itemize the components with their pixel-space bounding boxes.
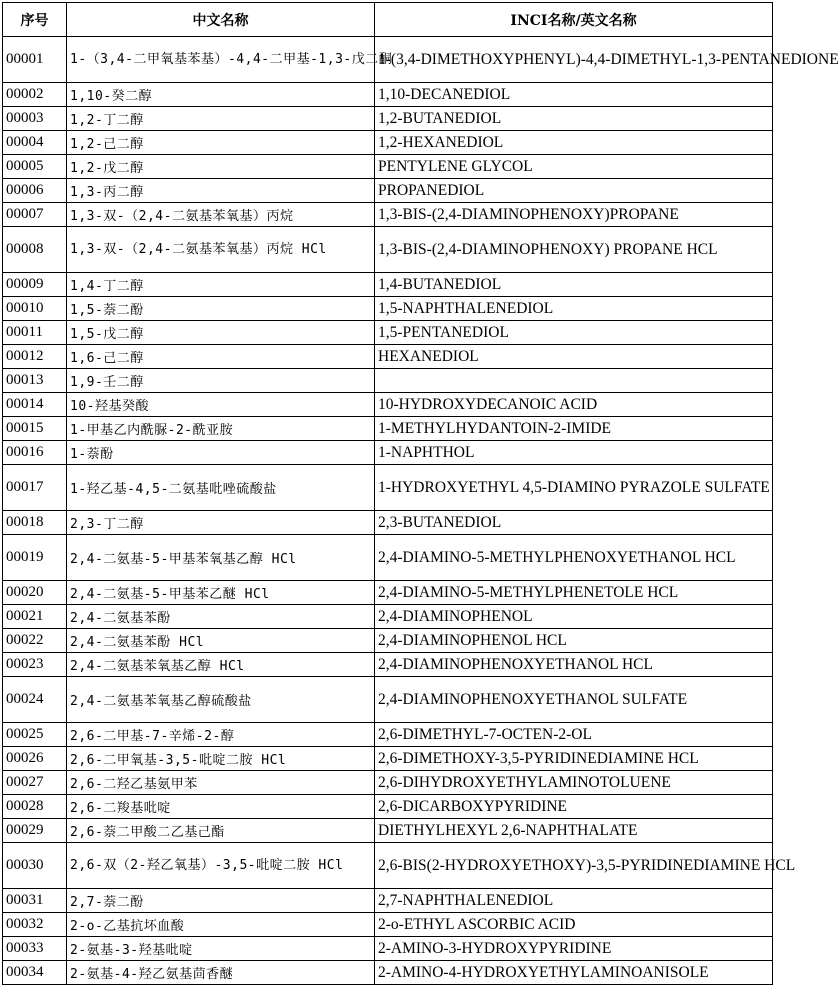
table-row	[3, 155, 773, 179]
inci-name-cell: DIETHYLHEXYL 2,6-NAPHTHALATE	[375, 819, 773, 843]
seq-cell: 00029	[3, 819, 67, 843]
table-row	[3, 843, 773, 889]
chinese-name-cell: 2,4-二氨基苯酚	[67, 605, 375, 629]
inci-name-cell: 2-AMINO-4-HYDROXYETHYLAMINOANISOLE	[375, 961, 773, 985]
chinese-name-cell: 10-羟基癸酸	[67, 393, 375, 417]
inci-name-cell: HEXANEDIOL	[375, 345, 773, 369]
seq-cell: 00007	[3, 203, 67, 227]
seq-cell: 00032	[3, 913, 67, 937]
seq-cell: 00011	[3, 321, 67, 345]
seq-cell: 00010	[3, 297, 67, 321]
inci-name-cell: 10-HYDROXYDECANOIC ACID	[375, 393, 773, 417]
inci-name-cell: 1-METHYLHYDANTOIN-2-IMIDE	[375, 417, 773, 441]
inci-name-cell: 2,7-NAPHTHALENEDIOL	[375, 889, 773, 913]
inci-name-cell: 1,2-BUTANEDIOL	[375, 107, 773, 131]
table-body	[3, 37, 839, 985]
seq-cell: 00027	[3, 771, 67, 795]
seq-cell: 00012	[3, 345, 67, 369]
chinese-name-cell: 2,4-二氨基-5-甲基苯乙醚 HCl	[67, 581, 375, 605]
seq-cell: 00019	[3, 535, 67, 581]
chinese-name-cell: 2,4-二氨基苯氧基乙醇 HCl	[67, 653, 375, 677]
table-row	[3, 535, 773, 581]
chinese-name-cell: 2,4-二氨基-5-甲基苯氧基乙醇 HCl	[67, 535, 375, 581]
table-row	[3, 417, 773, 441]
chinese-name-cell: 2,4-二氨基苯氧基乙醇硫酸盐	[67, 677, 375, 723]
seq-cell: 00025	[3, 723, 67, 747]
table-row	[3, 961, 773, 985]
seq-cell: 00013	[3, 369, 67, 393]
inci-name-cell	[375, 369, 773, 393]
table-row	[3, 107, 773, 131]
seq-cell: 00001	[3, 37, 67, 83]
chinese-name-cell: 1-（3,4-二甲氧基苯基）-4,4-二甲基-1,3-戊二酮	[67, 37, 375, 83]
chinese-name-cell: 1,10-癸二醇	[67, 83, 375, 107]
chinese-name-cell: 2,6-二甲基-7-辛烯-2-醇	[67, 723, 375, 747]
seq-cell: 00015	[3, 417, 67, 441]
seq-cell: 00030	[3, 843, 67, 889]
table-row	[3, 393, 773, 417]
table-row	[3, 605, 773, 629]
seq-cell: 00006	[3, 179, 67, 203]
chinese-name-cell: 2,3-丁二醇	[67, 511, 375, 535]
header-row	[3, 3, 773, 37]
chinese-name-cell: 1-羟乙基-4,5-二氨基吡唑硫酸盐	[67, 465, 375, 511]
inci-name-cell: 2,6-DICARBOXYPYRIDINE	[375, 795, 773, 819]
chinese-name-cell: 2,7-萘二酚	[67, 889, 375, 913]
inci-name-cell: 1,4-BUTANEDIOL	[375, 273, 773, 297]
inci-name-cell: 2,4-DIAMINOPHENOXYETHANOL SULFATE	[375, 677, 773, 723]
chinese-name-cell: 2,6-二羟乙基氨甲苯	[67, 771, 375, 795]
inci-name-cell: 2-AMINO-3-HYDROXYPYRIDINE	[375, 937, 773, 961]
chinese-name-cell: 1,9-壬二醇	[67, 369, 375, 393]
table-row	[3, 653, 773, 677]
seq-cell: 00028	[3, 795, 67, 819]
chinese-name-cell: 1,3-双-（2,4-二氨基苯氧基）丙烷 HCl	[67, 227, 375, 273]
inci-name-cell: 2-o-ETHYL ASCORBIC ACID	[375, 913, 773, 937]
inci-name-cell: 1,3-BIS-(2,4-DIAMINOPHENOXY)PROPANE	[375, 203, 773, 227]
seq-cell: 00022	[3, 629, 67, 653]
table-row	[3, 889, 773, 913]
inci-name-cell: 1,10-DECANEDIOL	[375, 83, 773, 107]
table-row	[3, 581, 773, 605]
table-row	[3, 795, 773, 819]
chinese-name-cell: 1-萘酚	[67, 441, 375, 465]
seq-cell: 00014	[3, 393, 67, 417]
seq-cell: 00018	[3, 511, 67, 535]
table-row	[3, 297, 773, 321]
inci-name-cell: PROPANEDIOL	[375, 179, 773, 203]
table-row	[3, 913, 773, 937]
ingredient-table	[2, 2, 839, 985]
table-row	[3, 203, 773, 227]
seq-cell: 00003	[3, 107, 67, 131]
chinese-name-cell: 1-甲基乙内酰脲-2-酰亚胺	[67, 417, 375, 441]
chinese-name-cell: 1,5-戊二醇	[67, 321, 375, 345]
inci-name-cell: 1-(3,4-DIMETHOXYPHENYL)-4,4-DIMETHYL-1,3-PENTANEDIONE	[375, 37, 773, 83]
inci-name-cell: 2,6-DIMETHOXY-3,5-PYRIDINEDIAMINE HCL	[375, 747, 773, 771]
table-row	[3, 511, 773, 535]
table-row	[3, 937, 773, 961]
table-row	[3, 321, 773, 345]
table-row	[3, 771, 773, 795]
table-row	[3, 83, 773, 107]
chinese-name-cell: 1,5-萘二酚	[67, 297, 375, 321]
chinese-name-cell: 2,6-二甲氧基-3,5-吡啶二胺 HCl	[67, 747, 375, 771]
inci-name-cell: 2,3-BUTANEDIOL	[375, 511, 773, 535]
chinese-name-cell: 2,6-双（2-羟乙氧基）-3,5-吡啶二胺 HCl	[67, 843, 375, 889]
seq-cell: 00021	[3, 605, 67, 629]
inci-name-cell: 2,4-DIAMINOPHENOXYETHANOL HCL	[375, 653, 773, 677]
table-row	[3, 723, 773, 747]
chinese-name-cell: 2,6-萘二甲酸二乙基己酯	[67, 819, 375, 843]
seq-cell: 00020	[3, 581, 67, 605]
seq-cell: 00008	[3, 227, 67, 273]
seq-cell: 00031	[3, 889, 67, 913]
inci-name-cell: 1-HYDROXYETHYL 4,5-DIAMINO PYRAZOLE SULFATE	[375, 465, 773, 511]
inci-name-cell: 2,6-DIMETHYL-7-OCTEN-2-OL	[375, 723, 773, 747]
chinese-name-cell: 1,2-己二醇	[67, 131, 375, 155]
chinese-name-cell: 1,6-己二醇	[67, 345, 375, 369]
chinese-name-cell: 1,3-双-（2,4-二氨基苯氧基）丙烷	[67, 203, 375, 227]
inci-name-cell: 2,4-DIAMINO-5-METHYLPHENOXYETHANOL HCL	[375, 535, 773, 581]
seq-cell: 00023	[3, 653, 67, 677]
seq-cell: 00017	[3, 465, 67, 511]
inci-name-cell: 2,6-DIHYDROXYETHYLAMINOTOLUENE	[375, 771, 773, 795]
seq-cell: 00024	[3, 677, 67, 723]
header-seq: 序号	[3, 3, 67, 37]
table-row	[3, 227, 773, 273]
seq-cell: 00033	[3, 937, 67, 961]
inci-name-cell: 2,6-BIS(2-HYDROXYETHOXY)-3,5-PYRIDINEDIAMINE HCL	[375, 843, 773, 889]
inci-name-cell: 1,3-BIS-(2,4-DIAMINOPHENOXY) PROPANE HCL	[375, 227, 773, 273]
seq-cell: 00009	[3, 273, 67, 297]
chinese-name-cell: 1,2-丁二醇	[67, 107, 375, 131]
inci-name-cell: 2,4-DIAMINOPHENOL HCL	[375, 629, 773, 653]
table-row	[3, 179, 773, 203]
table-row	[3, 677, 773, 723]
seq-cell: 00004	[3, 131, 67, 155]
seq-cell: 00002	[3, 83, 67, 107]
header-inci-name: INCI名称/英文名称	[375, 3, 773, 37]
chinese-name-cell: 2-o-乙基抗坏血酸	[67, 913, 375, 937]
inci-name-cell: 2,4-DIAMINOPHENOL	[375, 605, 773, 629]
inci-name-cell: 1,5-NAPHTHALENEDIOL	[375, 297, 773, 321]
inci-name-cell: PENTYLENE GLYCOL	[375, 155, 773, 179]
table-row	[3, 441, 773, 465]
chinese-name-cell: 2,6-二羧基吡啶	[67, 795, 375, 819]
table-row	[3, 131, 773, 155]
seq-cell: 00026	[3, 747, 67, 771]
inci-name-cell: 1-NAPHTHOL	[375, 441, 773, 465]
seq-cell: 00016	[3, 441, 67, 465]
seq-cell: 00005	[3, 155, 67, 179]
inci-name-cell: 1,2-HEXANEDIOL	[375, 131, 773, 155]
seq-cell: 00034	[3, 961, 67, 985]
table-row	[3, 369, 773, 393]
table-row	[3, 629, 773, 653]
table-row	[3, 819, 773, 843]
chinese-name-cell: 1,3-丙二醇	[67, 179, 375, 203]
inci-name-cell: 2,4-DIAMINO-5-METHYLPHENETOLE HCL	[375, 581, 773, 605]
chinese-name-cell: 2-氨基-4-羟乙氨基茴香醚	[67, 961, 375, 985]
table-row	[3, 345, 773, 369]
chinese-name-cell: 2-氨基-3-羟基吡啶	[67, 937, 375, 961]
header-chinese-name: 中文名称	[67, 3, 375, 37]
inci-name-cell: 1,5-PENTANEDIOL	[375, 321, 773, 345]
chinese-name-cell: 1,2-戊二醇	[67, 155, 375, 179]
chinese-name-cell: 1,4-丁二醇	[67, 273, 375, 297]
table-row	[3, 465, 773, 511]
table-row	[3, 37, 773, 83]
table-row	[3, 273, 773, 297]
table-row	[3, 747, 773, 771]
chinese-name-cell: 2,4-二氨基苯酚 HCl	[67, 629, 375, 653]
